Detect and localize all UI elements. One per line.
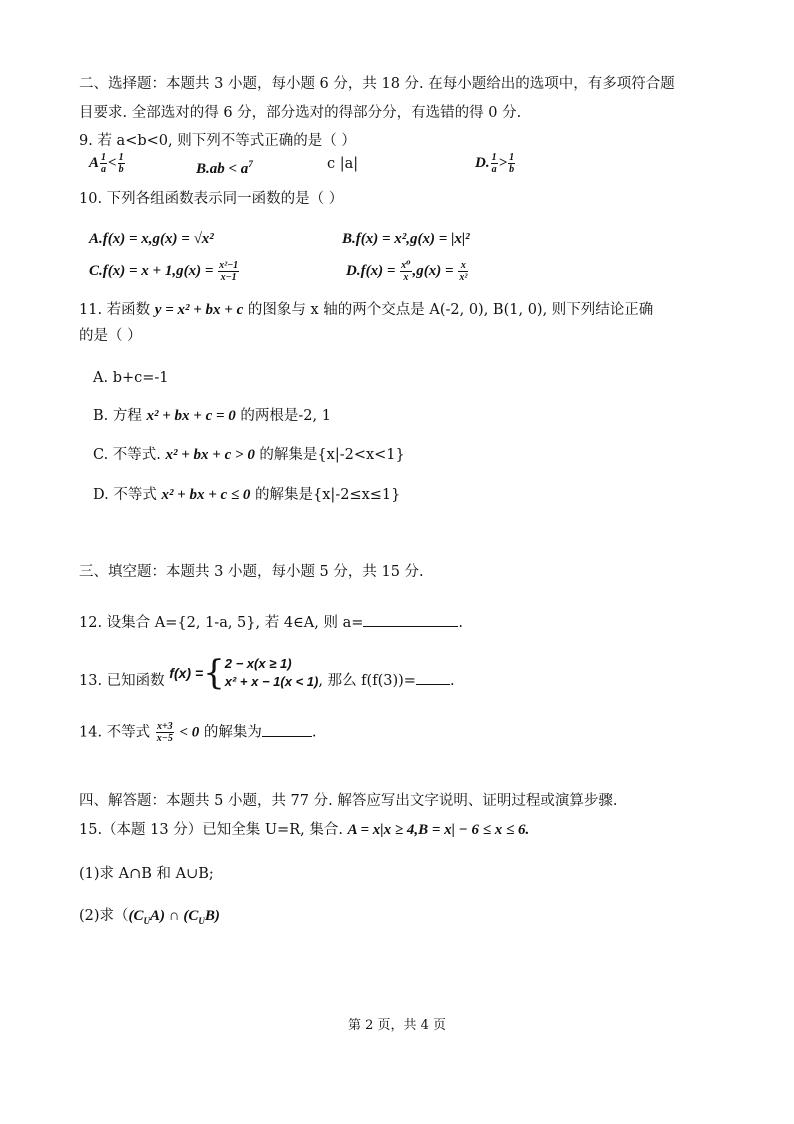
q14-answer-blank[interactable]	[262, 722, 312, 737]
q13-answer-blank[interactable]	[416, 670, 450, 685]
question-15-part-1: (1)求 A∩B 和 A∪B;	[79, 866, 214, 882]
q10-option-b: B.f(x) = x²,g(x) = |x|²	[342, 231, 470, 247]
section-2-heading-line2: 目要求. 全部选对的得 6 分，部分选对的得部分分，有选错的得 0 分.	[79, 105, 522, 121]
q11-option-c: C. 不等式. x² + bx + c > 0 的解集是{x|-2<x<1}	[93, 447, 405, 463]
question-10-stem: 10. 下列各组函数表示同一函数的是（ ）	[79, 191, 344, 207]
section-3-heading: 三、填空题：本题共 3 小题，每小题 5 分，共 15 分.	[79, 564, 424, 580]
section-4-heading: 四、解答题：本题共 5 小题，共 77 分. 解答应写出文字说明、证明过程或演算步骤.	[79, 793, 618, 809]
q10-option-a: A.f(x) = x,g(x) = √x²	[89, 231, 214, 247]
q9-option-a: A $\frac{1}{a}$ < $\frac{1}{b}$	[89, 152, 124, 175]
q10-option-c: C.f(x) = x + 1,g(x) = $\frac{\text{x²−1}}{x-1}$	[89, 260, 239, 283]
question-11-stem-cont: 的是（ ）	[79, 328, 142, 344]
question-11-stem: 11. 若函数 y = x² + bx + c 的图象与 x 轴的两个交点是 A(-2, 0), B(1, 0), 则下列结论正确	[79, 302, 654, 318]
q9-option-d: D. $\frac{1}{a}$ > $\frac{1}{b}$	[475, 152, 515, 175]
page-footer: 第 2 页，共 4 页	[347, 1018, 447, 1033]
q10-option-d: D.f(x) = $\frac{\text{x⁰}}{x}$ ,g(x) = $\frac{x}{\text{x²}}$	[346, 260, 468, 283]
question-15-stem: 15.（本题 13 分）已知全集 U=R, 集合. A = x|x ≥ 4,B = x| − 6 ≤ x ≤ 6.	[79, 822, 530, 838]
question-15-part-2: (2)求（$(C_UA)$ ∩ $(C_UB)$	[79, 908, 220, 926]
section-2-heading-line1: 二、选择题：本题共 3 小题，每小题 6 分，共 18 分. 在每小题给出的选项中，有多项符合题	[79, 76, 675, 92]
q9-option-b: $B.ab < a^7$	[196, 159, 253, 177]
question-12: 12. 设集合 A={2, 1-a, 5}, 若 4∈A, 则 a= .	[79, 612, 463, 633]
q13-piecewise-function: f(x) ={ 2 − x(x ≥ 1) x² + x − 1(x < 1)	[169, 653, 319, 693]
question-14: 14. 不等式 $\frac{x+3}{x-5}$ < 0 的解集为 .	[79, 721, 317, 744]
q11-option-b: B. 方程 x² + bx + c = 0 的两根是-2, 1	[93, 408, 331, 424]
q12-answer-blank[interactable]	[363, 612, 458, 627]
question-13: 13. 已知函数 f(x) ={ 2 − x(x ≥ 1) x² + x − 1(x < 1) , 那么 f(f(3))= .	[79, 650, 455, 696]
q11-option-d: D. 不等式 x² + bx + c ≤ 0 的解集是{x|-2≤x≤1}	[93, 487, 401, 503]
question-9-stem: 9. 若 a<b<0, 则下列不等式正确的是（ ）	[79, 133, 356, 149]
q11-option-a: A. b+c=-1	[93, 370, 169, 386]
q9-option-c: c |a|	[327, 156, 359, 172]
